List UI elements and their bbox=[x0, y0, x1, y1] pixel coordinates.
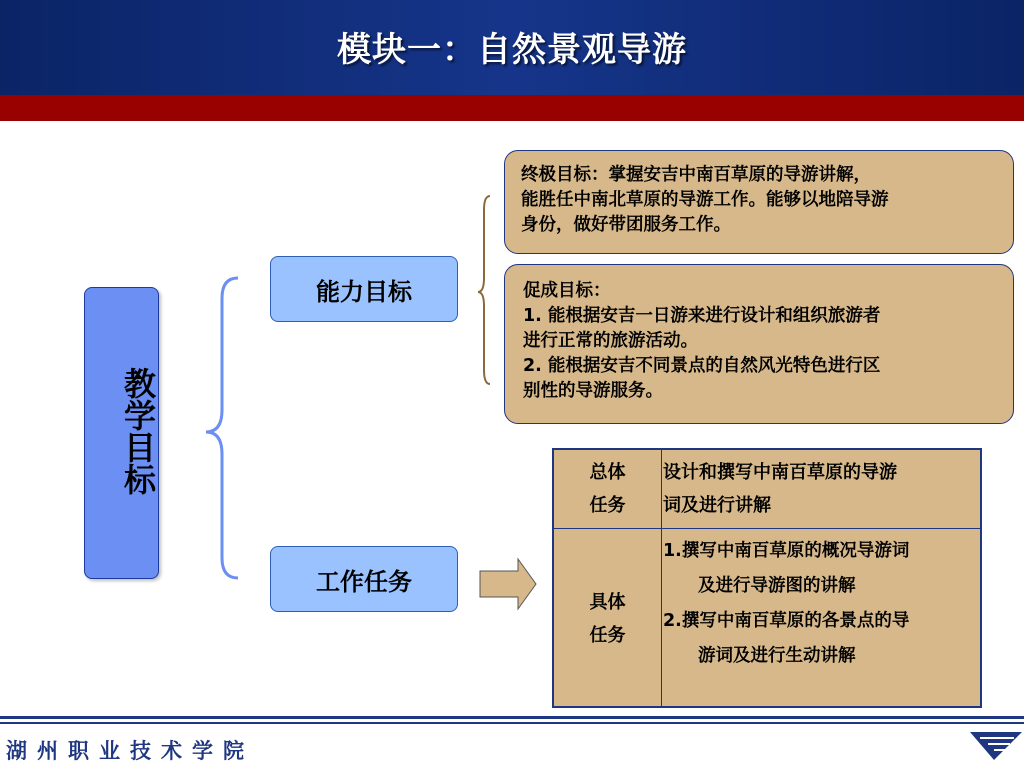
teaching-goal-label: 教学目标 bbox=[119, 367, 157, 495]
table-cell: 1.撰写中南百草原的概况导游词 bbox=[663, 541, 910, 561]
table-cell: 总体 bbox=[589, 462, 626, 483]
table-divider bbox=[661, 450, 662, 706]
table-cell: 游词及进行生动讲解 bbox=[663, 646, 856, 666]
ultimate-goal-box bbox=[504, 150, 1014, 254]
table-divider bbox=[554, 528, 980, 529]
table-cell: 任务 bbox=[589, 625, 626, 646]
ability-brace bbox=[478, 196, 490, 384]
page-title: 模块一：自然景观导游 bbox=[337, 30, 687, 70]
table-cell: 及进行导游图的讲解 bbox=[663, 576, 856, 596]
ultimate-goal-line: 身份，做好带团服务工作。 bbox=[521, 215, 731, 235]
footer-rule bbox=[0, 716, 1024, 719]
work-task-label: 工作任务 bbox=[316, 567, 412, 596]
promote-goal-box bbox=[504, 264, 1014, 424]
ultimate-goal-line: 能胜任中南北草原的导游工作。能够以地陪导游 bbox=[521, 190, 889, 210]
overall-task-head bbox=[554, 456, 661, 522]
task-table bbox=[552, 448, 982, 708]
ability-goal-label: 能力目标 bbox=[316, 277, 412, 306]
ultimate-goal-line: 终极目标：掌握安吉中南百草原的导游讲解， bbox=[521, 165, 871, 185]
footer-rule bbox=[0, 722, 1024, 724]
school-name: 湖州职业技术学院 bbox=[6, 739, 254, 763]
main-brace bbox=[206, 278, 238, 578]
table-cell: 具体 bbox=[589, 592, 626, 613]
specific-task-body bbox=[663, 534, 983, 674]
table-cell: 设计和撰写中南百草原的导游 bbox=[663, 462, 897, 483]
teaching-goal-box bbox=[84, 287, 159, 579]
table-cell: 词及进行讲解 bbox=[663, 495, 771, 516]
work-task-box bbox=[270, 546, 458, 612]
promote-goal-line: 1. 能根据安吉一日游来进行设计和组织旅游者 bbox=[523, 306, 881, 326]
specific-task-head bbox=[554, 586, 661, 652]
promote-goal-line: 促成目标： bbox=[523, 281, 611, 301]
promote-goal-line: 别性的导游服务。 bbox=[523, 381, 663, 401]
table-cell: 2.撰写中南百草原的各景点的导 bbox=[663, 611, 910, 631]
promote-goal-line: 2. 能根据安吉不同景点的自然风光特色进行区 bbox=[523, 356, 881, 376]
promote-goal-line: 进行正常的旅游活动。 bbox=[523, 331, 698, 351]
arrow-icon bbox=[480, 559, 536, 609]
school-logo-icon bbox=[966, 728, 1024, 764]
overall-task-body bbox=[663, 456, 981, 522]
table-cell: 任务 bbox=[589, 495, 626, 516]
ability-goal-box bbox=[270, 256, 458, 322]
